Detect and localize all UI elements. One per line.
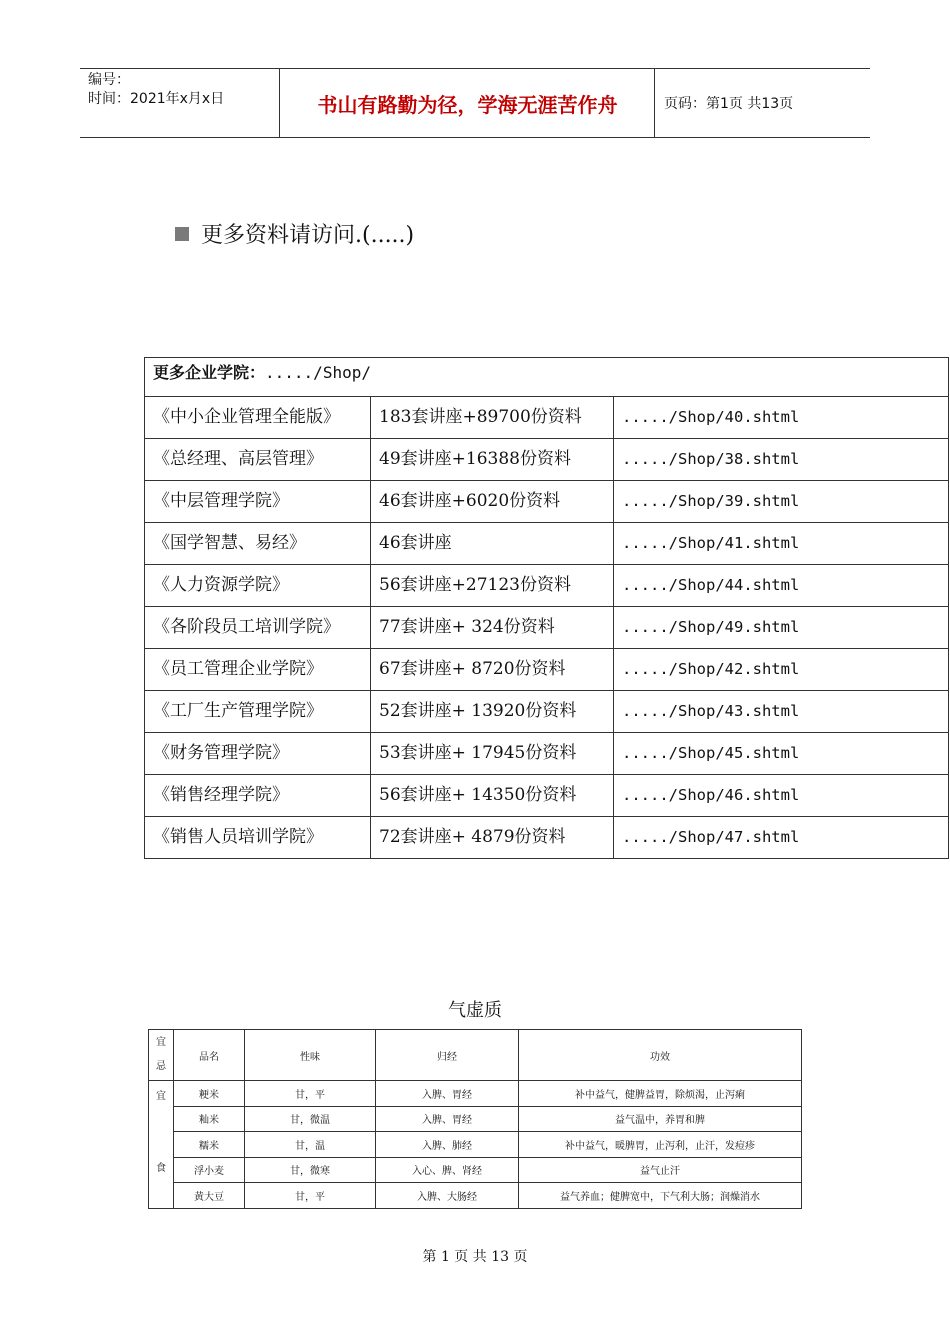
academy-link[interactable]: ...../Shop/46.shtml bbox=[614, 775, 949, 817]
food-name: 黄大豆 bbox=[174, 1183, 245, 1209]
food-name: 籼米 bbox=[174, 1106, 245, 1132]
header-yiji: 宜忌 bbox=[149, 1030, 174, 1081]
academy-link[interactable]: ...../Shop/42.shtml bbox=[614, 649, 949, 691]
table-row bbox=[145, 439, 949, 481]
food-table-header bbox=[149, 1030, 802, 1081]
food-meridian: 入脾、大肠经 bbox=[376, 1183, 519, 1209]
academy-content: 53套讲座+ 17945份资料 bbox=[371, 733, 614, 775]
header-motto: 书山有路勤为径，学海无涯苦作舟 bbox=[281, 69, 655, 137]
table-row bbox=[145, 565, 949, 607]
table-row bbox=[145, 523, 949, 565]
academy-link[interactable]: ...../Shop/40.shtml bbox=[614, 397, 949, 439]
food-taste: 甘，平 bbox=[245, 1081, 376, 1107]
food-taste: 甘，温 bbox=[245, 1132, 376, 1158]
date-label: 时间：2021年x月x日 bbox=[88, 91, 225, 107]
square-bullet-icon bbox=[175, 227, 189, 241]
table-row bbox=[149, 1132, 802, 1158]
academy-content: 46套讲座 bbox=[371, 523, 614, 565]
table-row bbox=[149, 1157, 802, 1183]
academy-content: 56套讲座+27123份资料 bbox=[371, 565, 614, 607]
header-effect: 功效 bbox=[519, 1030, 802, 1081]
academy-link[interactable]: ...../Shop/39.shtml bbox=[614, 481, 949, 523]
academy-name: 《财务管理学院》 bbox=[145, 733, 371, 775]
academy-link[interactable]: ...../Shop/45.shtml bbox=[614, 733, 949, 775]
food-effect: 补中益气，暖脾胃，止泻利，止汗，发痘疹 bbox=[519, 1132, 802, 1158]
food-meridian: 入脾、胃经 bbox=[376, 1081, 519, 1107]
academy-name: 《销售经理学院》 bbox=[145, 775, 371, 817]
academy-header-label: 更多企业学院： bbox=[153, 363, 266, 382]
academy-link[interactable]: ...../Shop/44.shtml bbox=[614, 565, 949, 607]
academy-name: 《中小企业管理全能版》 bbox=[145, 397, 371, 439]
food-effect: 益气温中，养胃和脾 bbox=[519, 1106, 802, 1132]
header-name: 品名 bbox=[174, 1030, 245, 1081]
academy-name: 《总经理、高层管理》 bbox=[145, 439, 371, 481]
food-meridian: 入脾、肺经 bbox=[376, 1132, 519, 1158]
qixu-title: 气虚质 bbox=[448, 1000, 502, 1021]
academy-content: 183套讲座+89700份资料 bbox=[371, 397, 614, 439]
table-row bbox=[145, 481, 949, 523]
food-name: 浮小麦 bbox=[174, 1157, 245, 1183]
academy-content: 46套讲座+6020份资料 bbox=[371, 481, 614, 523]
table-row bbox=[145, 775, 949, 817]
academy-table-header bbox=[145, 358, 949, 397]
academy-content: 67套讲座+ 8720份资料 bbox=[371, 649, 614, 691]
food-effect: 益气止汗 bbox=[519, 1157, 802, 1183]
table-row bbox=[149, 1081, 802, 1107]
table-row bbox=[149, 1106, 802, 1132]
academy-name: 《国学智慧、易经》 bbox=[145, 523, 371, 565]
academy-name: 《销售人员培训学院》 bbox=[145, 817, 371, 859]
food-meridian: 入心、脾、肾经 bbox=[376, 1157, 519, 1183]
table-row bbox=[145, 397, 949, 439]
page-footer: 第 1 页 共 13 页 bbox=[422, 1249, 528, 1265]
academy-content: 72套讲座+ 4879份资料 bbox=[371, 817, 614, 859]
table-row bbox=[149, 1183, 802, 1209]
academy-link[interactable]: ...../Shop/47.shtml bbox=[614, 817, 949, 859]
food-taste: 甘，平 bbox=[245, 1183, 376, 1209]
academy-content: 56套讲座+ 14350份资料 bbox=[371, 775, 614, 817]
academy-name: 《中层管理学院》 bbox=[145, 481, 371, 523]
academy-name: 《人力资源学院》 bbox=[145, 565, 371, 607]
table-row bbox=[145, 607, 949, 649]
header-meridian: 归经 bbox=[376, 1030, 519, 1081]
header-meta bbox=[80, 69, 280, 137]
academy-link[interactable]: ...../Shop/38.shtml bbox=[614, 439, 949, 481]
visit-text: 更多资料请访问.(.....) bbox=[201, 223, 415, 248]
header-page-info: 页码：第1页 共13页 bbox=[664, 96, 794, 112]
academy-header-url[interactable]: ...../Shop/ bbox=[265, 363, 371, 382]
table-row bbox=[145, 733, 949, 775]
academy-link[interactable]: ...../Shop/49.shtml bbox=[614, 607, 949, 649]
table-row bbox=[145, 691, 949, 733]
academy-link[interactable]: ...../Shop/43.shtml bbox=[614, 691, 949, 733]
food-effect: 益气养血；健脾宽中，下气利大肠；润燥消水 bbox=[519, 1183, 802, 1209]
table-row bbox=[145, 817, 949, 859]
yi-shi-cell: 宜 食 bbox=[149, 1081, 174, 1209]
food-taste: 甘，微寒 bbox=[245, 1157, 376, 1183]
food-name: 糯米 bbox=[174, 1132, 245, 1158]
food-meridian: 入脾、胃经 bbox=[376, 1106, 519, 1132]
header-taste: 性味 bbox=[245, 1030, 376, 1081]
academy-name: 《各阶段员工培训学院》 bbox=[145, 607, 371, 649]
table-row bbox=[145, 649, 949, 691]
food-table bbox=[148, 1029, 802, 1209]
visit-line bbox=[175, 218, 414, 249]
food-taste: 甘，微温 bbox=[245, 1106, 376, 1132]
food-name: 粳米 bbox=[174, 1081, 245, 1107]
page-header bbox=[80, 68, 870, 138]
food-effect: 补中益气，健脾益胃，除烦渴，止泻痢 bbox=[519, 1081, 802, 1107]
academy-content: 52套讲座+ 13920份资料 bbox=[371, 691, 614, 733]
academy-name: 《工厂生产管理学院》 bbox=[145, 691, 371, 733]
academy-name: 《员工管理企业学院》 bbox=[145, 649, 371, 691]
academy-table bbox=[144, 357, 949, 859]
academy-link[interactable]: ...../Shop/41.shtml bbox=[614, 523, 949, 565]
number-label: 编号： bbox=[88, 72, 130, 88]
academy-content: 49套讲座+16388份资料 bbox=[371, 439, 614, 481]
academy-content: 77套讲座+ 324份资料 bbox=[371, 607, 614, 649]
